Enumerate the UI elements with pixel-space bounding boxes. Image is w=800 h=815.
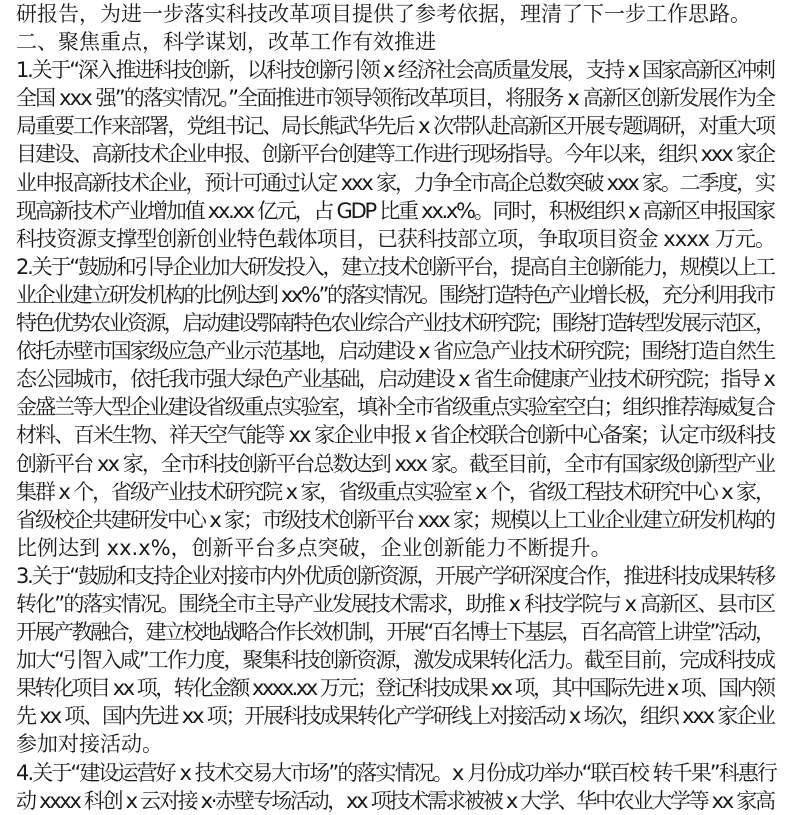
text-line <box>16 759 776 787</box>
text-line-content: 比例达到 xx.x%，创新平台多点突破，企业创新能力不断提升。 <box>16 535 612 560</box>
text-line-content: 业申报高新技术企业，预计可通过认定 xxx 家，力争全市高企总数突破 xxx 家。二季度，实 <box>16 170 774 195</box>
text-line <box>16 421 776 449</box>
text-line <box>16 253 776 281</box>
text-line <box>16 84 776 112</box>
text-line-content: 材料、百米生物、祥天空气能等 xx 家企业申报 x 省企校联合创新中心备案；认定市级科技 <box>16 423 775 448</box>
text-line-content: 研报告，为进一步落实科技改革项目提供了参考依据，理清了下一步工作思路。 <box>16 2 751 26</box>
text-line <box>16 730 776 758</box>
text-line <box>16 281 776 309</box>
text-line <box>16 618 776 646</box>
text-line-content: 金盛兰等大型企业建设省级重点实验室，填补全市省级重点实验室空白；组织推荐海威复合 <box>16 395 774 420</box>
text-line-content: 依托赤壁市国家级应急产业示范基地，启动建设 x 省应急产业技术研究院；围绕打造自然生 <box>16 339 774 364</box>
text-line-content: 果转化项目 xx 项，转化金额 xxxx.xx 万元；登记科技成果 xx 项，其中国际先进 x 项、国内领 <box>16 676 774 701</box>
text-line <box>16 28 776 56</box>
text-line <box>16 0 776 28</box>
text-line-content: 态公园城市，依托我市强大绿色产业基础，启动建设 x 省生命健康产业技术研究院；指导 x <box>16 367 774 392</box>
text-line <box>16 590 776 618</box>
text-line-content: 动 xxxx 科创 x 云对接 x·赤壁专场活动，xx 项技术需求被被 x 大学、华中农业大学等 xx 家高 <box>16 788 774 813</box>
text-line <box>16 365 776 393</box>
text-line-content: 加大“引智入咸”工作力度，聚集科技创新资源，激发成果转化活力。截至目前，完成科技成 <box>16 648 774 673</box>
text-line-content: 现高新技术产业增加值 xx.xx 亿元，占 GDP 比重 xx.x%。同时，积极组织 x 高新区申报国家 <box>16 198 774 223</box>
text-line <box>16 534 776 562</box>
text-line <box>16 337 776 365</box>
text-line-content: 开展产教融合，建立校地战略合作长效机制，开展“百名博士下基层，百名高管上讲堂”活动， <box>16 620 774 645</box>
text-line <box>16 478 776 506</box>
text-line <box>16 309 776 337</box>
text-line <box>16 225 776 253</box>
text-line-content: 3.关于“鼓励和支持企业对接市内外优质创新资源，开展产学研深度合作，推进科技成果转移 <box>16 563 774 588</box>
text-line <box>16 787 776 815</box>
text-line <box>16 450 776 478</box>
text-line <box>16 646 776 674</box>
text-line <box>16 562 776 590</box>
document-body <box>16 0 776 815</box>
text-line-content: 转化”的落实情况。围绕全市主导产业发展技术需求，助推 x 科技学院与 x 高新区、县市区 <box>16 591 775 616</box>
text-line-content: 局重要工作来部署，党组书记、局长熊武华先后 x 次带队赴高新区开展专题调研，对重大项 <box>16 114 774 139</box>
text-line <box>16 169 776 197</box>
text-line <box>16 702 776 730</box>
text-line-content: 省级校企共建研发中心 x 家；市级技术创新平台 xxx 家；规模以上工业企业建立研发机构的 <box>16 507 774 532</box>
text-line <box>16 112 776 140</box>
text-line-content: 先 xx 项、国内先进 xx 项；开展科技成果转化产学研线上对接活动 x 场次，组织 xxx 家企业 <box>16 704 774 729</box>
text-line <box>16 506 776 534</box>
text-line-content: 集群 x 个，省级产业技术研究院 x 家，省级重点实验室 x 个，省级工程技术研究中心 x 家， <box>16 479 774 504</box>
text-line-content: 参加对接活动。 <box>16 732 163 757</box>
text-line <box>16 197 776 225</box>
text-line-content: 特色优势农业资源，启动建设鄂南特色农业综合产业技术研究院；围绕打造转型发展示范区， <box>16 311 774 336</box>
text-line-content: 创新平台 xx 家，全市科技创新平台总数达到 xxx 家。截至目前，全市有国家级创新型产业 <box>16 451 775 476</box>
text-line-content: 1.关于“深入推进科技创新，以科技创新引领 x 经济社会高质量发展，支持 x 国家高新区冲刺 <box>16 58 774 83</box>
text-line-content: 2.关于“鼓励和引导企业加大研发投入，建立技术创新平台，提高自主创新能力，规模以上工 <box>16 254 774 279</box>
text-line-content: 业企业建立研发机构的比例达到 xx%”的落实情况。围绕打造特色产业增长极，充分利用我市 <box>16 282 774 307</box>
text-line-content: 科技资源支撑型创新创业特色载体项目，已获科技部立项，争取项目资金 xxxx 万元。 <box>16 226 776 251</box>
text-line <box>16 393 776 421</box>
text-line-content: 目建设、高新技术企业申报、创新平台创建等工作进行现场指导。今年以来，组织 xxx 家企 <box>16 142 774 167</box>
text-line <box>16 140 776 168</box>
text-line-content: 二、聚焦重点，科学谋划，改革工作有效推进 <box>16 30 436 55</box>
text-line <box>16 674 776 702</box>
text-line-content: 全国 xxx 强”的落实情况。”全面推进市领导领衔改革项目，将服务 x 高新区创新发展作为全 <box>16 86 775 111</box>
text-line <box>16 56 776 84</box>
text-line-content: 4.关于“建设运营好 x 技术交易大市场”的落实情况。x 月份成功举办“联百校 转千果”科惠行 <box>16 760 777 785</box>
